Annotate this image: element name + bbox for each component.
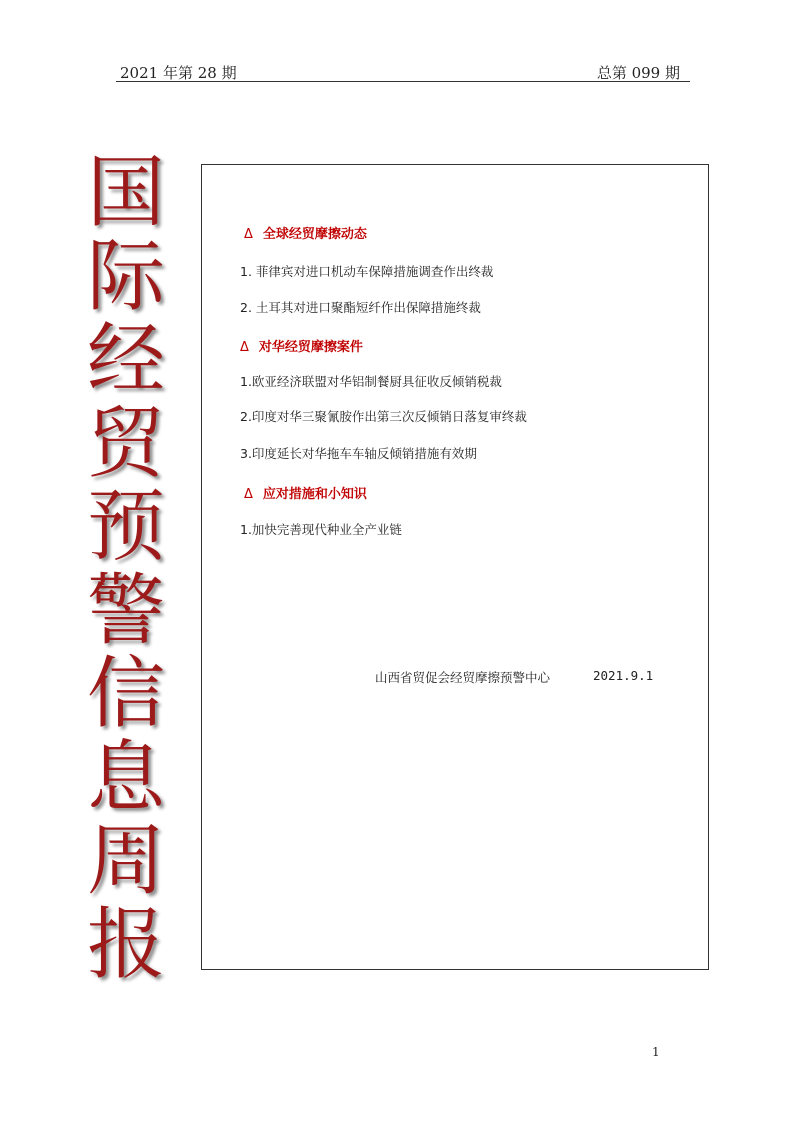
triangle-icon: Δ <box>244 227 253 242</box>
header-divider <box>116 81 690 82</box>
title-char: 息 <box>86 732 165 823</box>
title-char: 信 <box>86 649 165 739</box>
triangle-icon: Δ <box>244 487 253 502</box>
total-issue-number: 总第 099 期 <box>596 64 680 82</box>
section-heading-china <box>240 336 363 355</box>
toc-item[interactable]: 1. 菲律宾对进口机动车保障措施调查作出终裁 <box>240 264 494 279</box>
title-char: 国 <box>86 148 165 238</box>
toc-item[interactable]: 1.加快完善现代种业全产业链 <box>240 522 402 537</box>
section-heading-global <box>244 223 367 242</box>
title-char: 周 <box>86 816 165 906</box>
title-char: 贸 <box>86 398 165 489</box>
toc-item[interactable]: 2.印度对华三聚氰胺作出第三次反倾销日落复审终裁 <box>240 409 527 424</box>
title-char: 报 <box>86 899 165 990</box>
vertical-title <box>76 148 176 990</box>
toc-item[interactable]: 2. 土耳其对进口聚酯短纤作出保障措施终裁 <box>240 300 481 315</box>
issuing-organization: 山西省贸促会经贸摩擦预警中心 <box>375 670 551 685</box>
section-heading-label: 全球经贸摩擦动态 <box>262 227 367 242</box>
issue-number: 2021 年第 28 期 <box>120 64 237 82</box>
title-char: 经 <box>86 315 165 405</box>
title-char: 预 <box>86 482 165 572</box>
publish-date: 2021.9.1 <box>593 668 654 683</box>
table-of-contents-box <box>201 164 709 970</box>
section-heading-measures <box>244 483 367 502</box>
page-number: 1 <box>652 1045 660 1059</box>
toc-item[interactable]: 3.印度延长对华拖车车轴反倾销措施有效期 <box>240 446 477 461</box>
toc-item[interactable]: 1.欧亚经济联盟对华铝制餐厨具征收反倾销税裁 <box>240 374 502 389</box>
section-heading-label: 对华经贸摩擦案件 <box>258 340 363 355</box>
section-heading-label: 应对措施和小知识 <box>262 487 367 502</box>
title-char: 警 <box>86 565 165 656</box>
triangle-icon: Δ <box>240 340 249 355</box>
title-char: 际 <box>86 231 165 322</box>
